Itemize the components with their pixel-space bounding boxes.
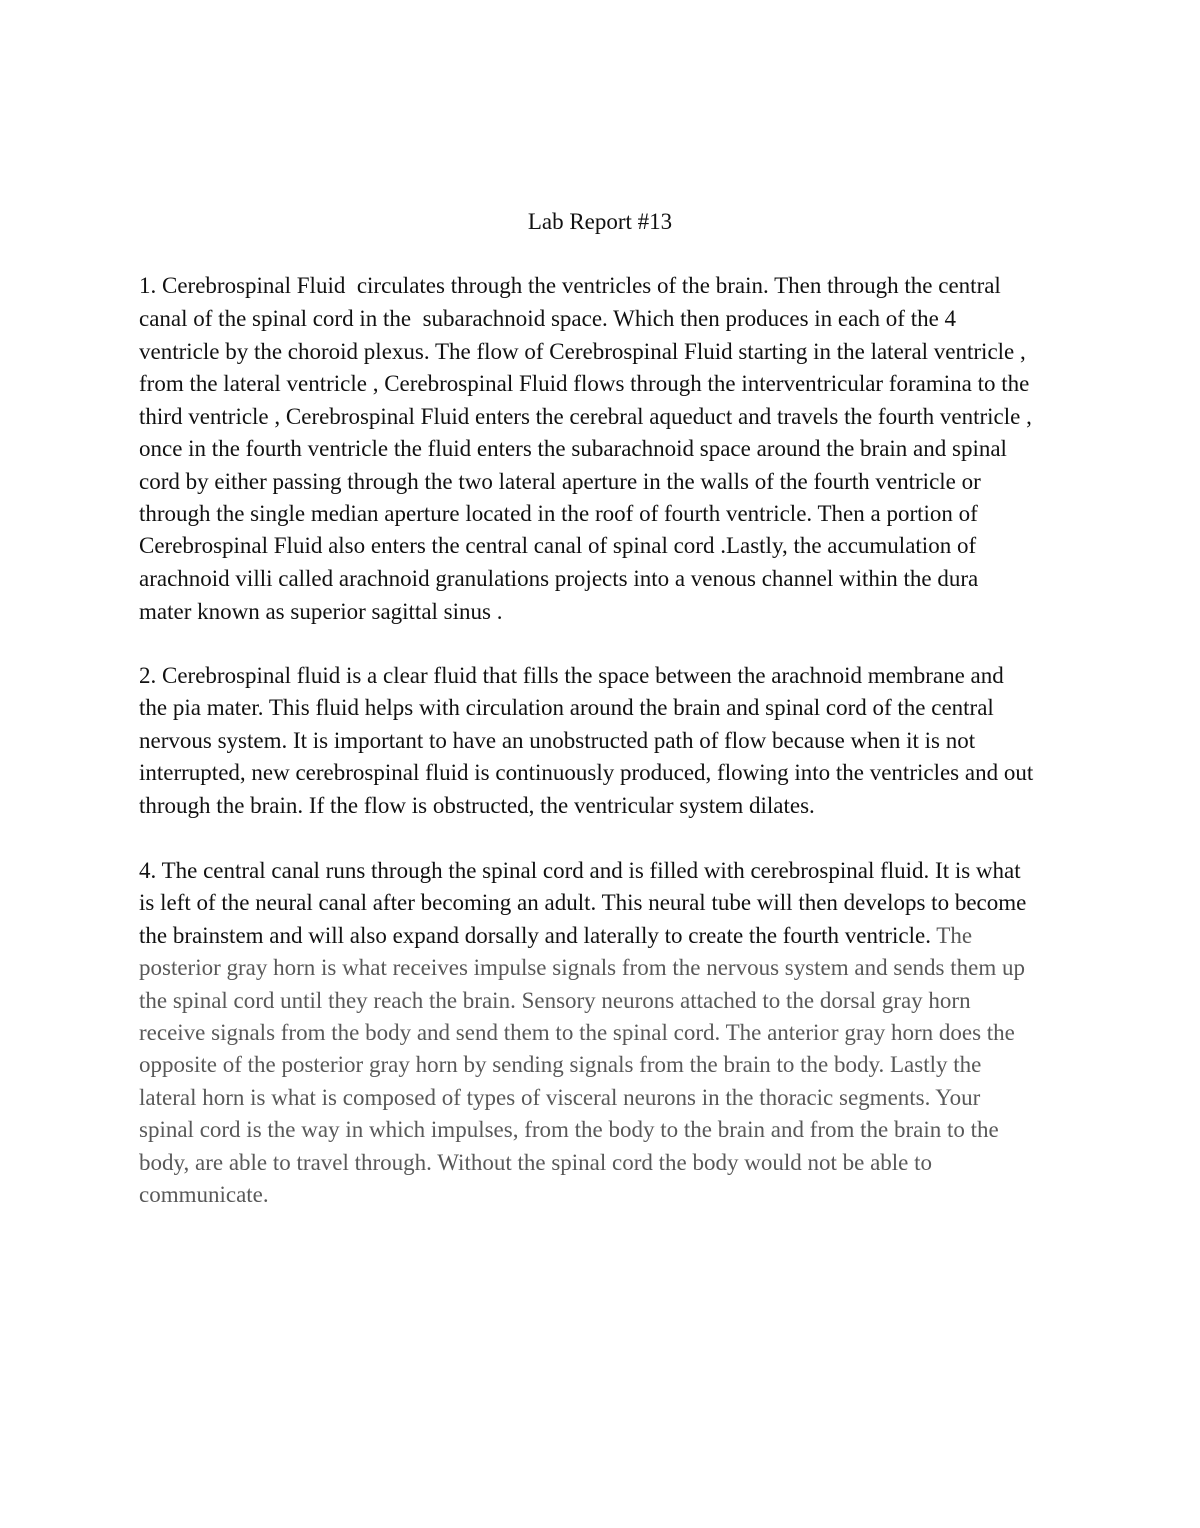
paragraph-4-line: body, are able to travel through. Without the spinal cord the body would not be able to [139, 1150, 933, 1175]
paragraph-4-line: 4. The central canal runs through the spinal cord and is filled with cerebrospinal fluid. It is what [139, 858, 1021, 883]
paragraph-4-line: lateral horn is what is composed of types of visceral neurons in the thoracic segments. Your [139, 1085, 981, 1110]
paragraph-1-line: arachnoid villi called arachnoid granulations projects into a venous channel within the dura [139, 566, 979, 591]
paragraph-1-line: once in the fourth ventricle the fluid enters the subarachnoid space around the brain and spinal [139, 436, 1007, 461]
paragraph-1-line: ventricle by the choroid plexus. The flow of Cerebrospinal Fluid starting in the lateral ventricle , [139, 339, 1026, 364]
paragraph-1-line: cord by either passing through the two lateral aperture in the walls of the fourth ventricle or [139, 469, 981, 494]
document-title: Lab Report #13 [527, 209, 673, 234]
paragraph-2-line: through the brain. If the flow is obstructed, the ventricular system dilates. [139, 793, 815, 818]
paragraph-1-line: canal of the spinal cord in the subarachnoid space. Which then produces in each of the 4 [139, 306, 957, 331]
paragraph-4-line: posterior gray horn is what receives impulse signals from the nervous system and sends them up [139, 955, 1025, 980]
paragraph-4-line: communicate. [139, 1182, 269, 1207]
paragraph-4-line: the spinal cord until they reach the brain. Sensory neurons attached to the dorsal gray horn [139, 988, 971, 1013]
paragraph-1-line: third ventricle , Cerebrospinal Fluid enters the cerebral aqueduct and travels the fourth ventricle , [139, 404, 1032, 429]
paragraph-4-line: opposite of the posterior gray horn by sending signals from the brain to the body. Lastly the [139, 1052, 982, 1077]
paragraph-2-line: the pia mater. This fluid helps with circulation around the brain and spinal cord of the central [139, 695, 994, 720]
paragraph-2-line: nervous system. It is important to have an unobstructed path of flow because when it is not [139, 728, 976, 753]
paragraph-4-line: is left of the neural canal after becoming an adult. This neural tube will then develops to become [139, 890, 1027, 915]
paragraph-4-gray-text: The [930, 923, 973, 948]
paragraph-4-line: receive signals from the body and send them to the spinal cord. The anterior gray horn does the [139, 1020, 1015, 1045]
paragraph-1-line: from the lateral ventricle , Cerebrospinal Fluid flows through the interventricular foramina to the [139, 371, 1030, 396]
paragraph-2-line: 2. Cerebrospinal fluid is a clear fluid that fills the space between the arachnoid membrane and [139, 663, 1004, 688]
paragraph-1-line: Cerebrospinal Fluid also enters the central canal of spinal cord .Lastly, the accumulation of [139, 533, 977, 558]
paragraph-1-line: mater known as superior sagittal sinus . [139, 599, 503, 624]
paragraph-1-line: through the single median aperture located in the roof of fourth ventricle. Then a portion of [139, 501, 978, 526]
paragraph-2-line: interrupted, new cerebrospinal fluid is continuously produced, flowing into the ventricles and out [139, 760, 1034, 785]
paragraph-4-line: spinal cord is the way in which impulses, from the body to the brain and from the brain to the [139, 1117, 999, 1142]
paragraph-1-line: 1. Cerebrospinal Fluid circulates through the ventricles of the brain. Then through the central [139, 273, 1001, 298]
paragraph-4-line [139, 920, 972, 952]
paragraph-4-text: the brainstem and will also expand dorsally and laterally to create the fourth ventricle. [139, 923, 931, 948]
